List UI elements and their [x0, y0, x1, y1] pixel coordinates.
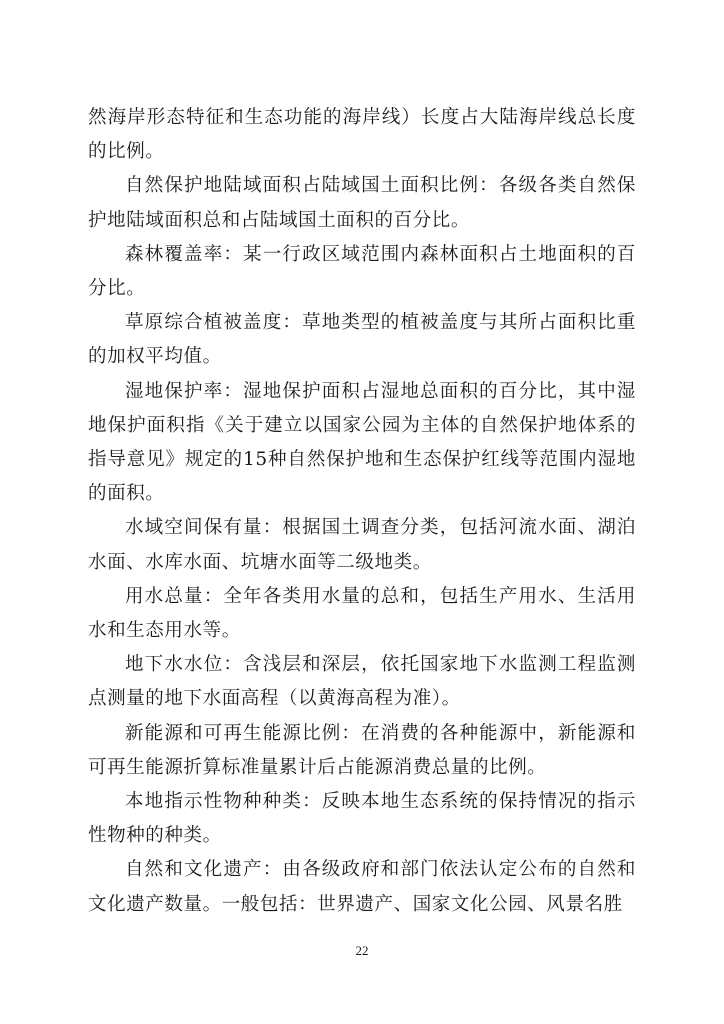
- body-text: [88, 101, 636, 922]
- paragraph-water-usage: 用水总量：全年各类用水量的总和，包括生产用水、生活用水和生态用水等。: [88, 585, 636, 642]
- paragraph-wetland-protection: 湿地保护率：湿地保护面积占湿地总面积的百分比，其中湿地保护面积指《关于建立以国家公园为主体的自然保护地体系的指导意见》规定的15种自然保护地和生态保护红线等范围内湿地的面积。: [88, 380, 636, 505]
- paragraph-indicator-species: 本地指示性物种种类：反映本地生态系统的保持情况的指示性物种的种类。: [88, 791, 636, 847]
- page-number: 22: [355, 943, 369, 958]
- paragraph-coastline-continued: 然海岸形态特征和生态功能的海岸线）长度占大陆海岸线总长度的比例。: [88, 107, 636, 163]
- paragraph-nature-reserve-ratio: 自然保护地陆域面积占陆域国土面积比例：各级各类自然保护地陆域面积总和占陆域国土面积的百分比。: [88, 175, 636, 231]
- paragraph-heritage: 自然和文化遗产：由各级政府和部门依法认定公布的自然和文化遗产数量。一般包括：世界遗产、国家文化公园、风景名胜: [88, 859, 636, 915]
- paragraph-forest-coverage: 森林覆盖率：某一行政区域范围内森林面积占土地面积的百分比。: [88, 243, 636, 300]
- paragraph-grassland-vegetation: 草原综合植被盖度：草地类型的植被盖度与其所占面积比重的加权平均值。: [88, 312, 636, 368]
- paragraph-groundwater-level: 地下水水位：含浅层和深层，依托国家地下水监测工程监测点测量的地下水面高程（以黄海高程为准）。: [88, 654, 636, 710]
- paragraph-water-space: 水域空间保有量：根据国土调查分类，包括河流水面、湖泊水面、水库水面、坑塘水面等二级地类。: [88, 517, 636, 573]
- paragraph-renewable-energy: 新能源和可再生能源比例：在消费的各种能源中，新能源和可再生能源折算标准量累计后占能源消费总量的比例。: [88, 722, 636, 778]
